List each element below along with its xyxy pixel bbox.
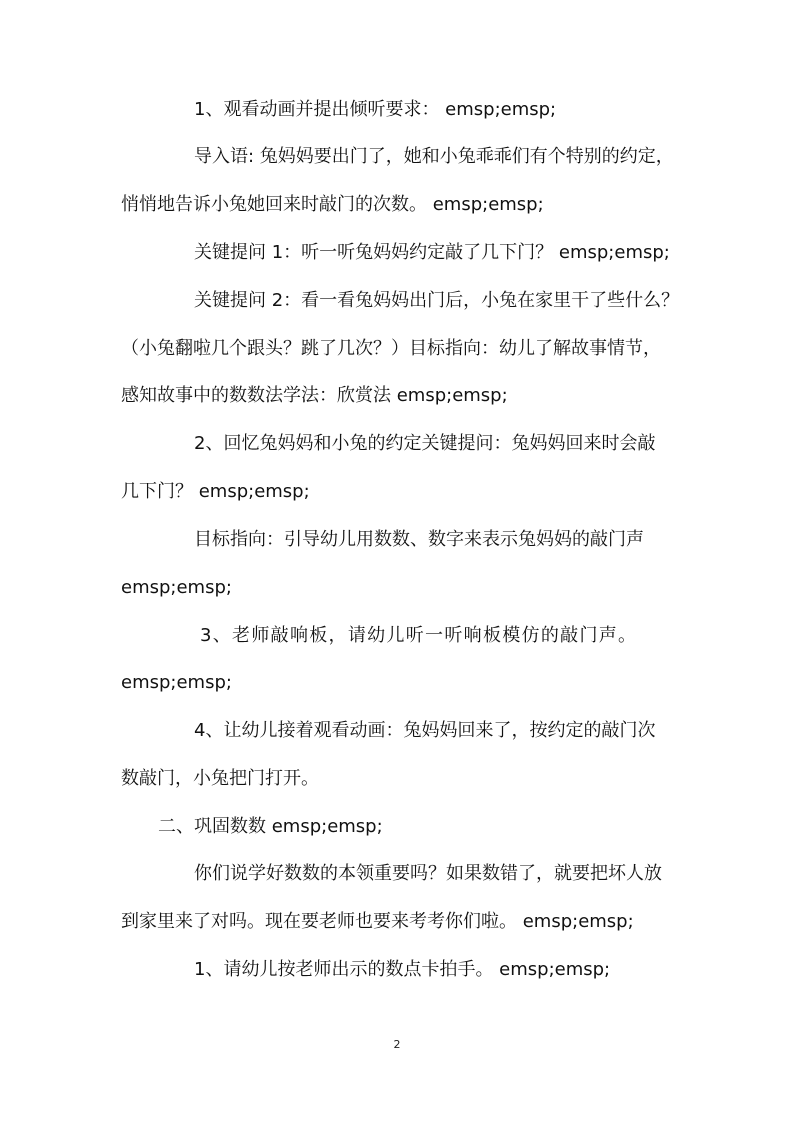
text-line-3: 悄悄地告诉小兔她回来时敲门的次数。 emsp;emsp; <box>121 194 544 215</box>
text-line-1: 1、观看动画并提出倾听要求： emsp;emsp; <box>194 99 557 120</box>
text-line-18: 到家里来了对吗。现在要老师也要来考考你们啦。 emsp;emsp; <box>121 911 634 932</box>
text-line-2: 导入语: 兔妈妈要出门了，她和小兔乖乖们有个特别的约定， <box>194 146 674 167</box>
text-line-14: 4、让幼儿接着观看动画：兔妈妈回来了，按约定的敲门次 <box>194 720 656 741</box>
text-line-4: 关键提问 1：听一听兔妈妈约定敲了几下门？ emsp;emsp; <box>194 242 670 263</box>
text-line-17: 你们说学好数数的本领重要吗？如果数错了，就要把坏人放 <box>194 863 662 884</box>
text-line-13: emsp;emsp; <box>121 672 232 693</box>
page-number: 2 <box>393 1038 401 1051</box>
text-line-8: 2、回忆兔妈妈和小兔的约定关键提问：兔妈妈回来时会敲 <box>194 433 656 454</box>
text-line-16: 二、巩固数数 emsp;emsp; <box>158 816 383 837</box>
text-line-12: 3、老师敲响板，请幼儿听一听响板模仿的敲门声。 <box>200 625 638 646</box>
text-line-10: 目标指向：引导幼儿用数数、数字来表示兔妈妈的敲门声 <box>194 529 644 550</box>
text-line-5: 关键提问 2：看一看兔妈妈出门后，小兔在家里干了些什么？ <box>194 290 680 311</box>
text-line-6: （小兔翻啦几个跟头？跳了几次？）目标指向：幼儿了解故事情节， <box>121 338 661 359</box>
text-line-19: 1、请幼儿按老师出示的数点卡拍手。 emsp;emsp; <box>194 959 611 980</box>
text-line-11: emsp;emsp; <box>121 577 232 598</box>
text-line-15: 数敲门，小兔把门打开。 <box>121 768 319 789</box>
text-line-9: 几下门？ emsp;emsp; <box>121 481 310 502</box>
text-line-7: 感知故事中的数数法学法：欣赏法 emsp;emsp; <box>121 385 508 406</box>
